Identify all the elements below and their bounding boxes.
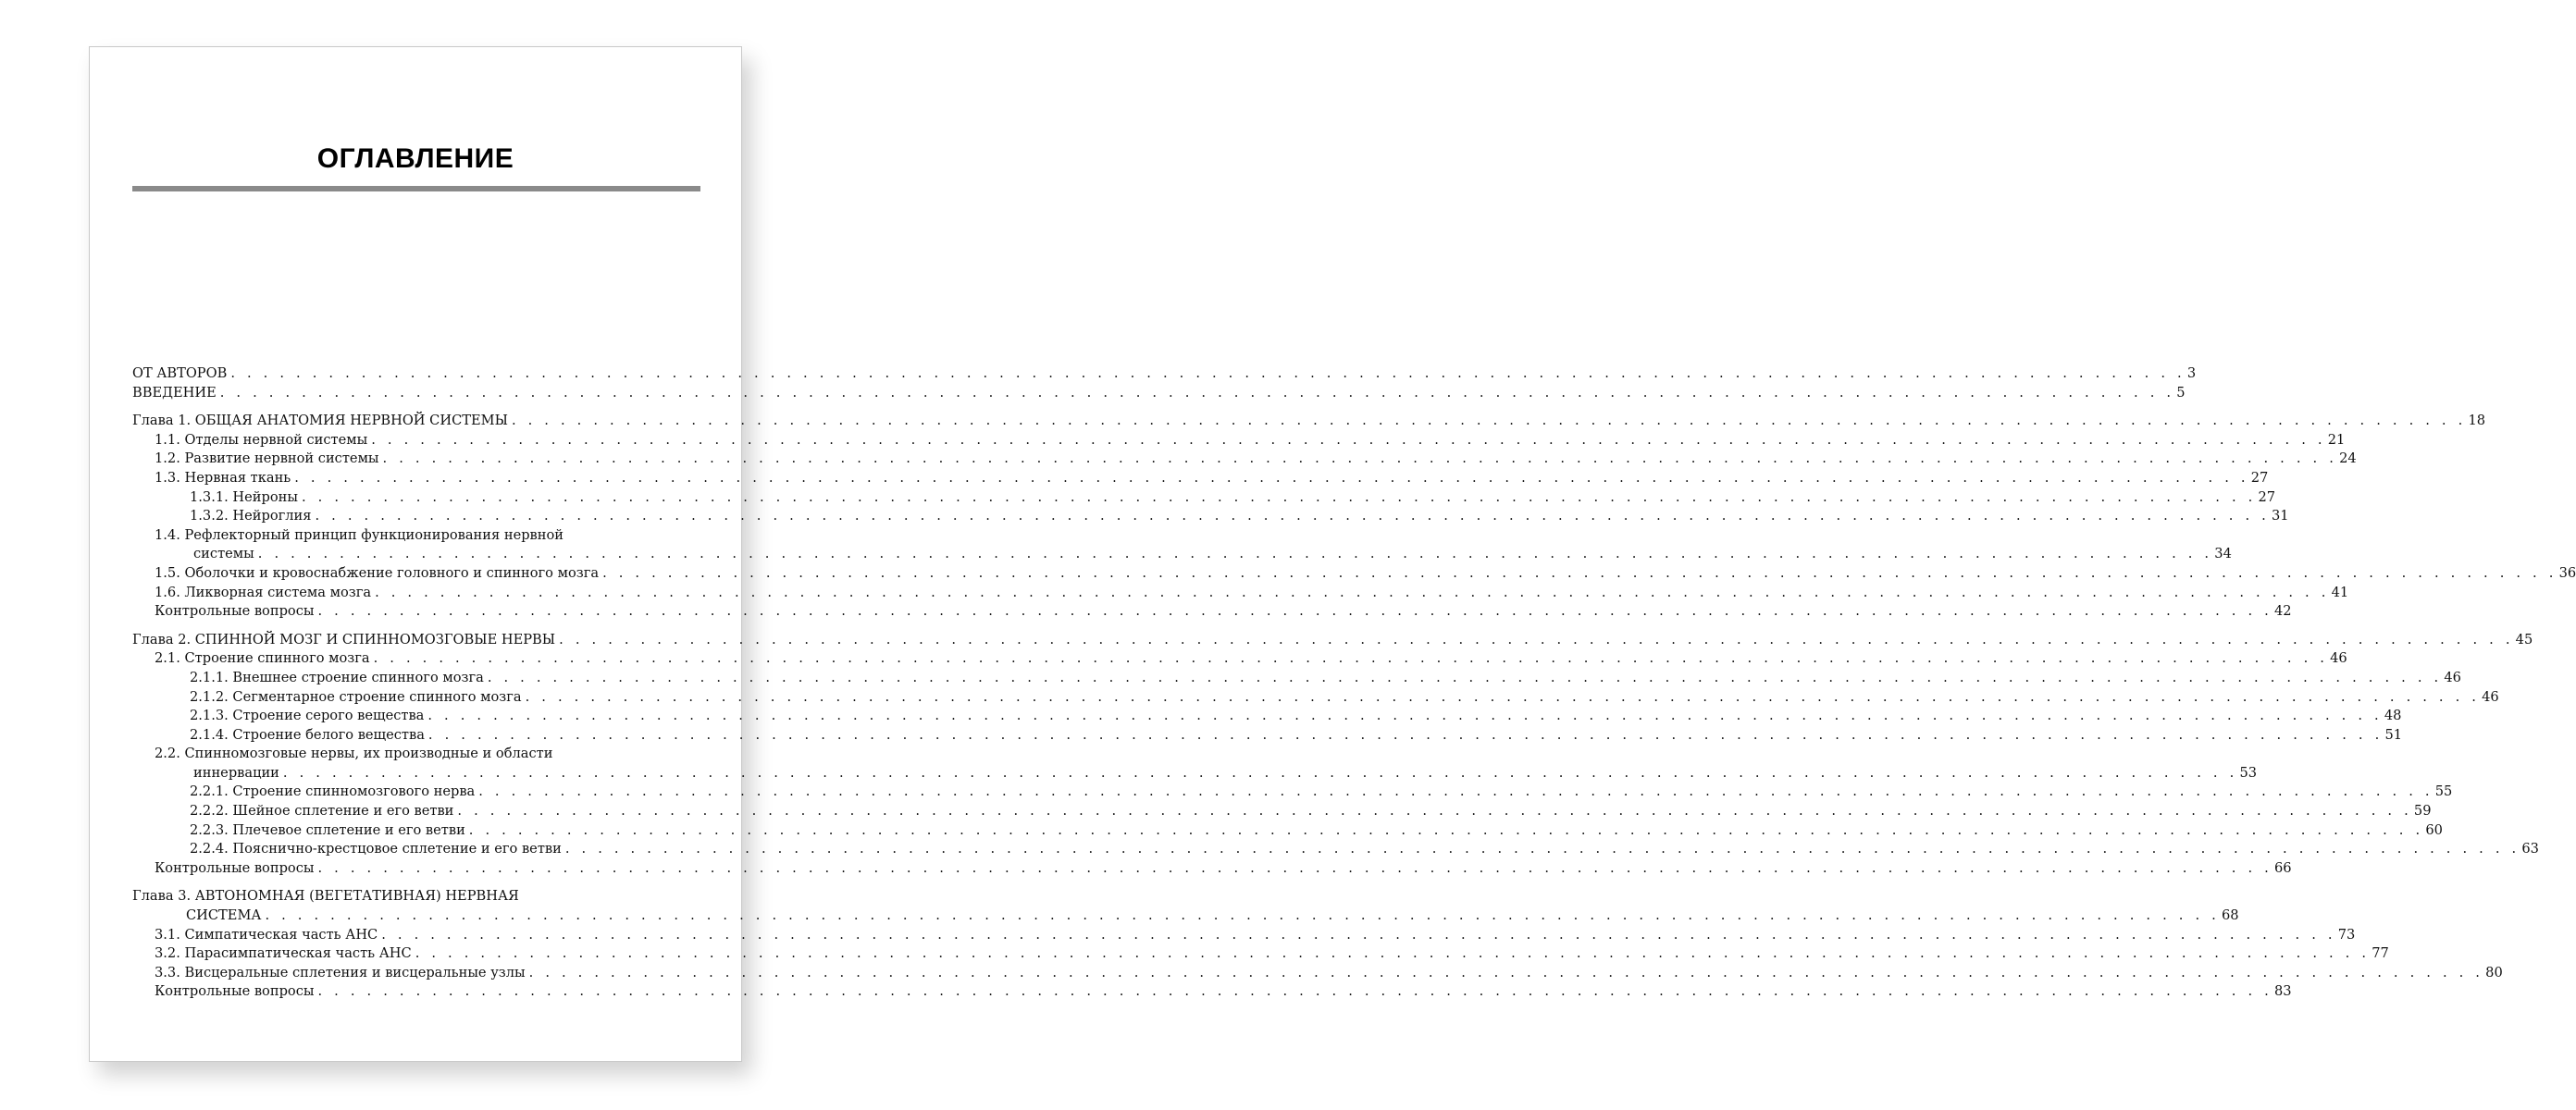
toc-entry-label: ВВЕДЕНИЕ (132, 384, 217, 401)
toc-page-number: 21 (2327, 431, 2346, 448)
toc-entry (132, 649, 2347, 669)
toc-page-number: 5 (2176, 384, 2186, 401)
toc-entry-label: системы (193, 546, 254, 562)
toc-dot-leader: . . . . . . . . . . . . . . . . . . . . . . . . . . . . . . . . . . . . . . . . . . . . . . . . . . . . . . . . . . . . . . . . . . . . . . . . . . . . . . . . . . . . . . . . . . . . . . . . . . . . . . . . . . . . . . . . . . . . . . . . (294, 469, 2249, 486)
toc-page-number: 27 (2250, 469, 2269, 486)
toc-dot-leader: . . . . . . . . . . . . . . . . . . . . . . . . . . . . . . . . . . . . . . . . . . . . . . . . . . . . . . . . . . . . . . . . . . . . . . . . . . . . . . . . . . . . . . . . . . . . . . . . . . . . . . . . . . . . . . . . . . . . . . . . (487, 669, 2443, 685)
toc-page-number: 77 (2372, 945, 2389, 962)
toc-entry-label: 2.1. Строение спинного мозга (155, 650, 370, 667)
toc-entry (132, 783, 2453, 802)
toc-entry-label: Глава 2. СПИННОЙ МОЗГ И СПИННОМОЗГОВЫЕ НЕРВЫ (132, 631, 556, 648)
toc-entry-label: 1.3.2. Нейроглия (190, 508, 312, 524)
toc-dot-leader: . . . . . . . . . . . . . . . . . . . . . . . . . . . . . . . . . . . . . . . . . . . . . . . . . . . . . . . . . . . . . . . . . . . . . . . . . . . . . . . . . . . . . . . . . . . . . . . . . . . . . . . . . . . . . . . . . . . . . . . . (528, 964, 2484, 980)
toc-entry (132, 906, 2239, 926)
toc-dot-leader: . . . . . . . . . . . . . . . . . . . . . . . . . . . . . . . . . . . . . . . . . . . . . . . . . . . . . . . . . . . . . . . . . . . . . . . . . . . . . . . . . . . . . . . . . . . . . . . . . . . . . . . . . . . . . . . . . . . . . . . . (317, 859, 2273, 876)
toc-entry (132, 764, 2258, 783)
toc-entry (132, 964, 2503, 983)
toc-page-number: 24 (2339, 450, 2357, 467)
toc-page-number: 3 (2186, 365, 2197, 381)
toc-entry-label: 2.2. Спинномозговые нервы, их производные и области (155, 746, 553, 762)
toc-entry-label: 2.2.3. Плечевое сплетение и его ветви (190, 821, 465, 838)
toc-dot-leader: . . . . . . . . . . . . . . . . . . . . . . . . . . . . . . . . . . . . . . . . . . . . . . . . . . . . . . . . . . . . . . . . . . . . . . . . . . . . . . . . . . . . . . . . . . . . . . . . . . . . . . . . . . . . . . . . . . . . . . . . (282, 764, 2238, 781)
toc-entry-label: 2.1.1. Внешнее строение спинного мозга (190, 669, 484, 685)
toc-entry-label: иннервации (193, 764, 279, 781)
toc-page-number: 31 (2272, 508, 2289, 524)
toc-dot-leader: . . . . . . . . . . . . . . . . . . . . . . . . . . . . . . . . . . . . . . . . . . . . . . . . . . . . . . . . . . . . . . . . . . . . . . . . . . . . . . . . . . . . . . . . . . . . . . . . . . . . . . . . . . . . . . . . . . . . . . . . (468, 821, 2424, 838)
toc-entry-label: СИСТЕМА (186, 907, 262, 924)
toc-page-number: 73 (2337, 926, 2356, 943)
toc-entry-label: 2.1.4. Строение белого вещества (190, 726, 425, 743)
toc-entry (132, 726, 2403, 746)
toc-entry-label: Глава 3. АВТОНОМНАЯ (ВЕГЕТАТИВНАЯ) НЕРВНАЯ (132, 888, 519, 905)
toc-entry-label: 3.1. Симпатическая часть АНС (155, 926, 378, 943)
toc-entry-label: 1.6. Ликворная система мозга (155, 584, 372, 600)
toc-entry (132, 364, 2197, 384)
toc-page-number: 27 (2258, 488, 2276, 505)
toc-page-number: 48 (2384, 708, 2402, 724)
toc-entry (132, 384, 2186, 403)
toc-dot-leader: . . . . . . . . . . . . . . . . . . . . . . . . . . . . . . . . . . . . . . . . . . . . . . . . . . . . . . . . . . . . . . . . . . . . . . . . . . . . . . . . . . . . . . . . . . . . . . . . . . . . . . . . . . . . . . . . . . . . . . . . (457, 803, 2412, 820)
toc-dot-leader: . . . . . . . . . . . . . . . . . . . . . . . . . . . . . . . . . . . . . . . . . . . . . . . . . . . . . . . . . . . . . . . . . . . . . . . . . . . . . . . . . . . . . . . . . . . . . . . . . . . . . . . . . . . . . . . . . . . . . . . . (478, 783, 2434, 800)
toc-entry (132, 745, 700, 764)
toc-page-number: 53 (2239, 764, 2258, 781)
toc-dot-leader: . . . . . . . . . . . . . . . . . . . . . . . . . . . . . . . . . . . . . . . . . . . . . . . . . . . . . . . . . . . . . . . . . . . . . . . . . . . . . . . . . . . . . . . . . . . . . . . . . . . . . . . . . . . . . . . . . . . . . . . . (427, 708, 2383, 724)
toc-entry (132, 707, 2402, 726)
toc-entry (132, 526, 700, 546)
toc-entry (132, 412, 2486, 431)
toc-entry-label: 3.3. Висцеральные сплетения и висцеральные узлы (155, 964, 526, 980)
toc-page-number: 36 (2558, 564, 2576, 581)
toc-entry-label: Контрольные вопросы (155, 859, 315, 876)
table-of-contents (132, 364, 2576, 1002)
toc-entry (132, 488, 2276, 508)
page-title: ОГЛАВЛЕНИЕ (316, 143, 514, 174)
toc-entry-label: 2.1.2. Сегментарное строение спинного мозга (190, 688, 522, 705)
title-underline (132, 186, 700, 191)
toc-dot-leader: . . . . . . . . . . . . . . . . . . . . . . . . . . . . . . . . . . . . . . . . . . . . . . . . . . . . . . . . . . . . . . . . . . . . . . . . . . . . . . . . . . . . . . . . . . . . . . . . . . . . . . . . . . . . . . . . . . . . . . . . (371, 431, 2326, 448)
toc-dot-leader: . . . . . . . . . . . . . . . . . . . . . . . . . . . . . . . . . . . . . . . . . . . . . . . . . . . . . . . . . . . . . . . . . . . . . . . . . . . . . . . . . . . . . . . . . . . . . . . . . . . . . . . . . . . . . . . . . . . . . . . . (219, 384, 2175, 401)
toc-dot-leader: . . . . . . . . . . . . . . . . . . . . . . . . . . . . . . . . . . . . . . . . . . . . . . . . . . . . . . . . . . . . . . . . . . . . . . . . . . . . . . . . . . . . . . . . . . . . . . . . . . . . . . . . . . . . . . . . . . . . . . . . (525, 688, 2481, 705)
toc-dot-leader: . . . . . . . . . . . . . . . . . . . . . . . . . . . . . . . . . . . . . . . . . . . . . . . . . . . . . . . . . . . . . . . . . . . . . . . . . . . . . . . . . . . . . . . . . . . . . . . . . . . . . . . . . . . . . . . . . . . . . . . . (257, 546, 2213, 562)
toc-dot-leader: . . . . . . . . . . . . . . . . . . . . . . . . . . . . . . . . . . . . . . . . . . . . . . . . . . . . . . . . . . . . . . . . . . . . . . . . . . . . . . . . . . . . . . . . . . . . . . . . . . . . . . . . . . . . . . . . . . . . . . . . (301, 488, 2257, 505)
toc-entry (132, 840, 2539, 859)
toc-dot-leader: . . . . . . . . . . . . . . . . . . . . . . . . . . . . . . . . . . . . . . . . . . . . . . . . . . . . . . . . . . . . . . . . . . . . . . . . . . . . . . . . . . . . . . . . . . . . . . . . . . . . . . . . . . . . . . . . . . . . . . . . (381, 926, 2336, 943)
toc-page-number: 66 (2274, 859, 2292, 876)
toc-entry-label: 2.2.2. Шейное сплетение и его ветви (190, 803, 454, 820)
toc-page-number: 42 (2274, 603, 2292, 620)
toc-entry-label: 1.2. Развитие нервной системы (155, 450, 379, 467)
toc-page-number: 45 (2515, 631, 2533, 648)
toc-entry (132, 982, 2292, 1002)
toc-entry (132, 631, 2533, 650)
toc-page-number: 51 (2384, 726, 2403, 743)
toc-dot-leader: . . . . . . . . . . . . . . . . . . . . . . . . . . . . . . . . . . . . . . . . . . . . . . . . . . . . . . . . . . . . . . . . . . . . . . . . . . . . . . . . . . . . . . . . . . . . . . . . . . . . . . . . . . . . . . . . . . . . . . . . (382, 450, 2338, 467)
toc-entry (132, 688, 2499, 708)
toc-page-number: 46 (2444, 669, 2461, 685)
toc-dot-leader: . . . . . . . . . . . . . . . . . . . . . . . . . . . . . . . . . . . . . . . . . . . . . . . . . . . . . . . . . . . . . . . . . . . . . . . . . . . . . . . . . . . . . . . . . . . . . . . . . . . . . . . . . . . . . . . . . . . . . . . . (564, 841, 2520, 857)
toc-entry (132, 944, 2389, 964)
toc-entry (132, 859, 2292, 879)
toc-entry (132, 507, 2289, 526)
toc-page-number: 46 (2482, 688, 2499, 705)
toc-dot-leader: . . . . . . . . . . . . . . . . . . . . . . . . . . . . . . . . . . . . . . . . . . . . . . . . . . . . . . . . . . . . . . . . . . . . . . . . . . . . . . . . . . . . . . . . . . . . . . . . . . . . . . . . . . . . . . . . . . . . . . . . (415, 945, 2371, 962)
toc-entry (132, 802, 2432, 821)
toc-entry-label: 1.3.1. Нейроны (190, 488, 298, 505)
toc-entry-label: 2.2.4. Пояснично-крестцовое сплетение и его ветви (190, 841, 562, 857)
toc-entry-label: Контрольные вопросы (155, 983, 315, 1000)
toc-entry-label: Глава 1. ОБЩАЯ АНАТОМИЯ НЕРВНОЙ СИСТЕМЫ (132, 413, 508, 429)
toc-entry (132, 821, 2443, 841)
toc-dot-leader: . . . . . . . . . . . . . . . . . . . . . . . . . . . . . . . . . . . . . . . . . . . . . . . . . . . . . . . . . . . . . . . . . . . . . . . . . . . . . . . . . . . . . . . . . . . . . . . . . . . . . . . . . . . . . . . . . . . . . . . . (375, 584, 2330, 600)
toc-entry (132, 669, 2461, 688)
toc-page-number: 46 (2330, 650, 2347, 667)
toc-dot-leader: . . . . . . . . . . . . . . . . . . . . . . . . . . . . . . . . . . . . . . . . . . . . . . . . . . . . . . . . . . . . . . . . . . . . . . . . . . . . . . . . . . . . . . . . . . . . . . . . . . . . . . . . . . . . . . . . . . . . . . . . (230, 365, 2186, 381)
toc-entry (132, 545, 2232, 564)
toc-entry-label: ОТ АВТОРОВ (132, 365, 228, 381)
toc-page-number: 18 (2468, 413, 2486, 429)
toc-page-number: 34 (2214, 546, 2232, 562)
toc-page-number: 55 (2434, 783, 2453, 800)
toc-entry-label: 1.5. Оболочки и кровоснабжение головного и спинного мозга (155, 564, 600, 581)
toc-entry (132, 584, 2349, 603)
toc-entry (132, 469, 2269, 488)
toc-entry-label: 3.2. Парасимпатическая часть АНС (155, 945, 412, 962)
toc-page-number: 41 (2331, 584, 2349, 600)
toc-entry (132, 450, 2357, 469)
toc-entry (132, 887, 700, 906)
toc-dot-leader: . . . . . . . . . . . . . . . . . . . . . . . . . . . . . . . . . . . . . . . . . . . . . . . . . . . . . . . . . . . . . . . . . . . . . . . . . . . . . . . . . . . . . . . . . . . . . . . . . . . . . . . . . . . . . . . . . . . . . . . . (511, 413, 2467, 429)
toc-entry (132, 431, 2346, 450)
toc-page-number: 63 (2521, 841, 2539, 857)
toc-entry (132, 926, 2356, 945)
toc-entry (132, 602, 2292, 622)
toc-page-number: 59 (2413, 803, 2432, 820)
toc-dot-leader: . . . . . . . . . . . . . . . . . . . . . . . . . . . . . . . . . . . . . . . . . . . . . . . . . . . . . . . . . . . . . . . . . . . . . . . . . . . . . . . . . . . . . . . . . . . . . . . . . . . . . . . . . . . . . . . . . . . . . . . . (317, 983, 2273, 1000)
toc-dot-leader: . . . . . . . . . . . . . . . . . . . . . . . . . . . . . . . . . . . . . . . . . . . . . . . . . . . . . . . . . . . . . . . . . . . . . . . . . . . . . . . . . . . . . . . . . . . . . . . . . . . . . . . . . . . . . . . . . . . . . . . . (602, 564, 2557, 581)
toc-dot-leader: . . . . . . . . . . . . . . . . . . . . . . . . . . . . . . . . . . . . . . . . . . . . . . . . . . . . . . . . . . . . . . . . . . . . . . . . . . . . . . . . . . . . . . . . . . . . . . . . . . . . . . . . . . . . . . . . . . . . . . . . (373, 650, 2329, 667)
toc-entry-label: 1.4. Рефлекторный принцип функционирования нервной (155, 526, 564, 543)
toc-dot-leader: . . . . . . . . . . . . . . . . . . . . . . . . . . . . . . . . . . . . . . . . . . . . . . . . . . . . . . . . . . . . . . . . . . . . . . . . . . . . . . . . . . . . . . . . . . . . . . . . . . . . . . . . . . . . . . . . . . . . . . . . (265, 907, 2220, 924)
toc-entry-label: 1.3. Нервная ткань (155, 469, 291, 486)
toc-page-number: 80 (2485, 964, 2503, 980)
toc-page-number: 60 (2425, 821, 2443, 838)
toc-entry-label: 2.2.1. Строение спинномозгового нерва (190, 783, 476, 800)
toc-page-number: 83 (2274, 983, 2292, 1000)
book-page (89, 46, 2576, 1062)
toc-entry-label: Контрольные вопросы (155, 603, 315, 620)
toc-dot-leader: . . . . . . . . . . . . . . . . . . . . . . . . . . . . . . . . . . . . . . . . . . . . . . . . . . . . . . . . . . . . . . . . . . . . . . . . . . . . . . . . . . . . . . . . . . . . . . . . . . . . . . . . . . . . . . . . . . . . . . . . (317, 603, 2273, 620)
toc-dot-leader: . . . . . . . . . . . . . . . . . . . . . . . . . . . . . . . . . . . . . . . . . . . . . . . . . . . . . . . . . . . . . . . . . . . . . . . . . . . . . . . . . . . . . . . . . . . . . . . . . . . . . . . . . . . . . . . . . . . . . . . . (427, 726, 2384, 743)
toc-dot-leader: . . . . . . . . . . . . . . . . . . . . . . . . . . . . . . . . . . . . . . . . . . . . . . . . . . . . . . . . . . . . . . . . . . . . . . . . . . . . . . . . . . . . . . . . . . . . . . . . . . . . . . . . . . . . . . . . . . . . . . . . (315, 508, 2270, 524)
toc-page-number: 68 (2221, 907, 2239, 924)
toc-dot-leader: . . . . . . . . . . . . . . . . . . . . . . . . . . . . . . . . . . . . . . . . . . . . . . . . . . . . . . . . . . . . . . . . . . . . . . . . . . . . . . . . . . . . . . . . . . . . . . . . . . . . . . . . . . . . . . . . . . . . . . . . (559, 631, 2514, 648)
toc-entry (132, 564, 2576, 584)
toc-entry-label: 2.1.3. Строение серого вещества (190, 708, 425, 724)
toc-entry-label: 1.1. Отделы нервной системы (155, 431, 368, 448)
